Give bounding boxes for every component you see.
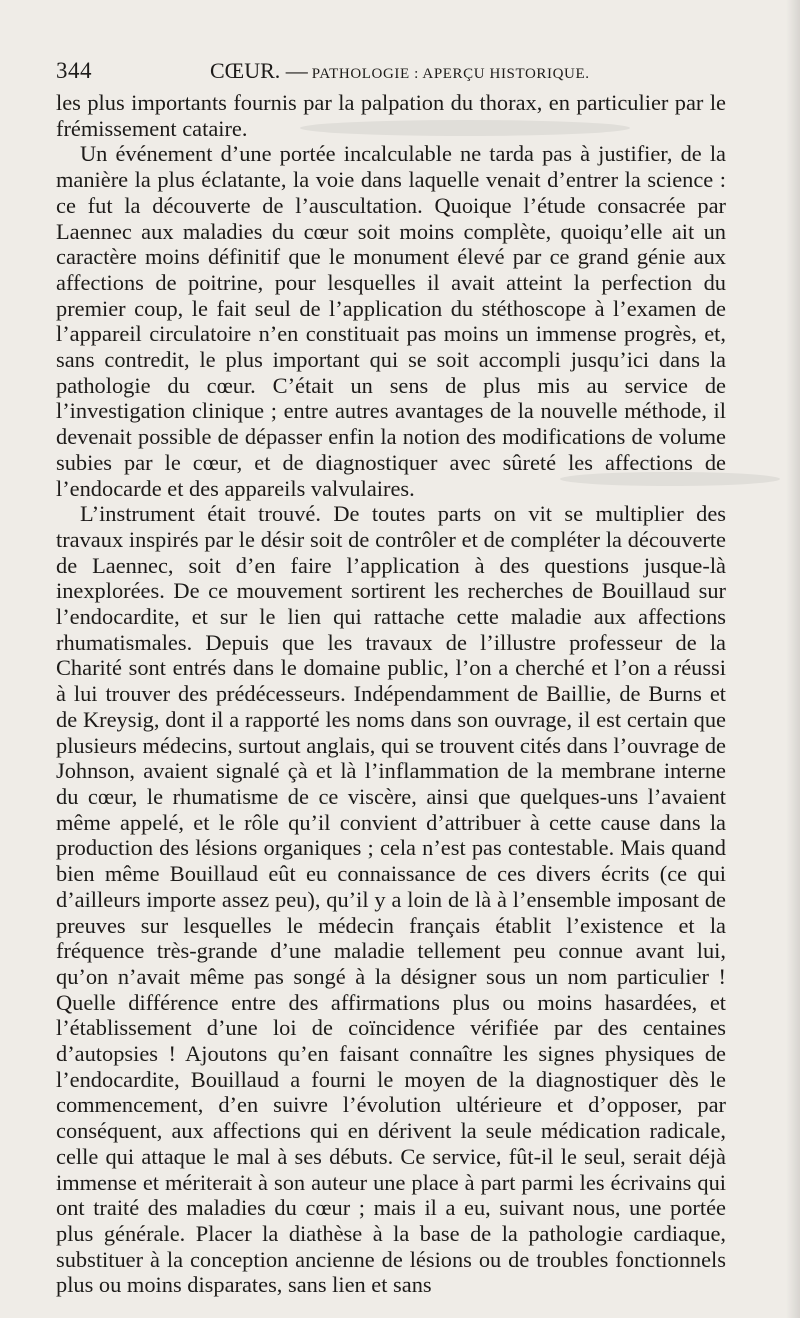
running-head <box>56 58 746 88</box>
page-edge-shadow <box>786 0 800 1318</box>
body-text <box>56 90 726 1298</box>
header-title-main: CŒUR. — <box>210 58 308 83</box>
header-title-sub: PATHOLOGIE : APERÇU HISTORIQUE. <box>311 66 590 82</box>
paragraph-continued: les plus importants fournis par la palpation du thorax, en particulier par le frémissement cataire. <box>56 90 726 141</box>
paragraph-instrument: L’instrument était trouvé. De toutes parts on vit se multiplier des travaux inspirés par le désir soit de contrôler et de compléter la découverte de Laennec, soit d’en faire l’application à des questions jusque-là inexplorées. De ce mouvement sortirent les recherches de Bouillaud sur l’endocardite, et sur le lien qui rattache cette maladie aux affections rhumatismales. Depuis que les travaux de l’illustre professeur de la Charité sont entrés dans le domaine public, l’on a cherché et l’on a réussi à lui trouver des prédécesseurs. Indépendamment de Baillie, de Burns et de Kreysig, dont il a rapporté les noms dans son ouvrage, il est certain que plusieurs médecins, surtout anglais, qui se trouvent cités dans l’ouvrage de Johnson, avaient signalé çà et là l’inflammation de la membrane interne du cœur, le rhumatisme de ce viscère, ainsi que quelques-uns l’avaient même appelé, et le rôle qu’il convient d’attribuer à cette cause dans la production des lésions organiques ; cela n’est pas contestable. Mais quand bien même Bouillaud eût eu connaissance de ces divers écrits (ce qui d’ailleurs importe assez peu), qu’il y a loin de là à l’ensemble imposant de preuves sur lesquelles le médecin français établit l’existence et la fréquence très-grande d’une maladie tellement peu connue avant lui, qu’on n’avait même pas songé à la désigner sous un nom particulier ! Quelle différence entre des affirmations plus ou moins hasardées, et l’établissement d’une loi de coïncidence vérifiée par des centaines d’autopsies ! Ajoutons qu’en faisant connaître les signes physiques de l’endocardite, Bouillaud a fourni le moyen de la diagnostiquer dès le commencement, d’en suivre l’évolution ultérieure et d’opposer, par conséquent, aux affections qui en dérivent la seule médication radicale, celle qui attaque le mal à ses débuts. Ce service, fût-il le seul, serait déjà immense et mériterait à son auteur une place à part parmi les écrivains qui ont traité des maladies du cœur ; mais il a eu, suivant nous, une portée plus générale. Placer la diathèse à la base de la pathologie cardiaque, substituer à la conception ancienne de lésions ou de troubles fonctionnels plus ou moins disparates, sans lien et sans <box>56 501 726 1298</box>
paragraph-auscultation: Un événement d’une portée incalculable ne tarda pas à justifier, de la manière la plus éclatante, la voie dans laquelle venait d’entrer la science : ce fut la découverte de l’auscultation. Quoique l’étude consacrée par Laennec aux maladies du cœur soit moins complète, quoiqu’elle ait un caractère moins définitif que le monument élevé par ce grand génie aux affections de poitrine, pour lesquelles il avait atteint la perfection du premier coup, le fait seul de l’application du stéthoscope à l’examen de l’appareil circulatoire n’en constituait pas moins un immense progrès, et, sans contredit, le plus important qui se soit accompli jusqu’ici dans la pathologie du cœur. C’était un sens de plus mis au service de l’investigation clinique ; entre autres avantages de la nouvelle méthode, il devenait possible de dépasser enfin la notion des modifications de volume subies par le cœur, et de diagnostiquer avec sûreté les affections de l’endocarde et des appareils valvulaires. <box>56 141 726 501</box>
page-header-title <box>210 58 590 84</box>
page-number: 344 <box>56 58 92 83</box>
